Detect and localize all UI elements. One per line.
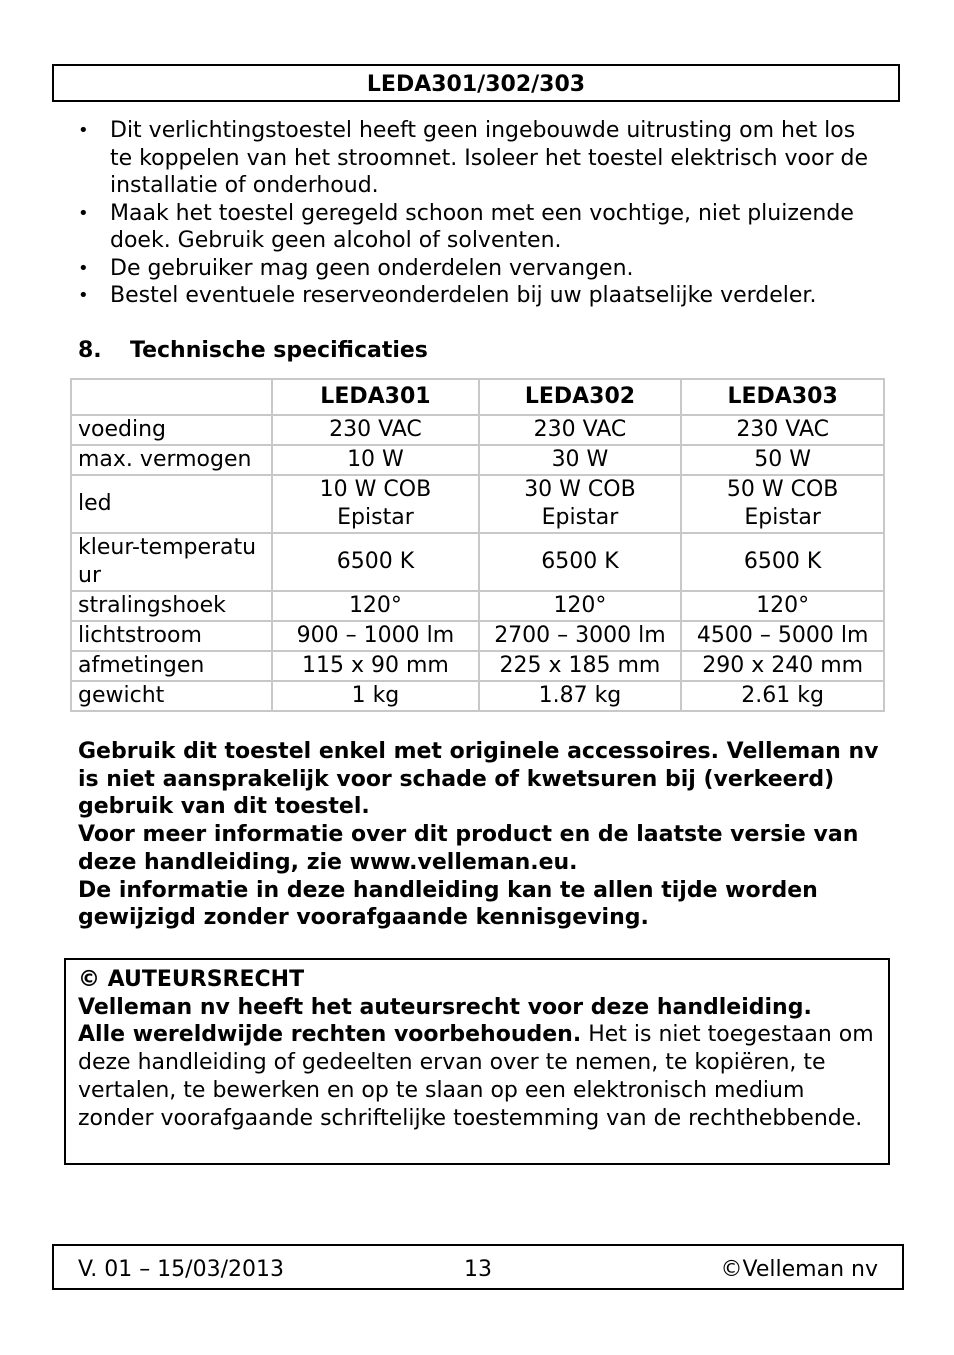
table-cell: 50 W COB Epistar — [681, 475, 884, 533]
table-header-cell: LEDA302 — [479, 379, 682, 415]
table-cell: 230 VAC — [681, 415, 884, 445]
table-row — [71, 681, 884, 711]
table-cell: 1 kg — [272, 681, 478, 711]
table-cell: 6500 K — [272, 533, 478, 591]
table-cell: 30 W — [479, 445, 682, 475]
bullet-icon: • — [78, 285, 89, 306]
bullet-icon: • — [78, 257, 89, 279]
list-item: • Bestel eventuele reserveonderdelen bij uw plaatselijke verdeler. — [78, 283, 817, 308]
table-cell: 900 – 1000 lm — [272, 621, 478, 651]
table-cell: 225 x 185 mm — [479, 651, 682, 681]
copyright-body: Alle wereldwijde rechten voorbehouden. Het is niet toegestaan om deze handleiding of gedeelten ervan over te nemen, te kopiëren, te vertalen, te bewerken en op te slaan op een elektronisch medium zonder voorafgaande schriftelijke toestemming van de rechthebbende. — [78, 1022, 874, 1131]
table-row — [71, 651, 884, 681]
table-cell: 230 VAC — [272, 415, 478, 445]
row-label: led — [71, 475, 272, 533]
table-cell: 115 x 90 mm — [272, 651, 478, 681]
table-cell: 6500 K — [681, 533, 884, 591]
table-cell: 10 W — [272, 445, 478, 475]
table-cell: 1.87 kg — [479, 681, 682, 711]
table-cell: 6500 K — [479, 533, 682, 591]
table-cell: 120° — [272, 591, 478, 621]
row-label: stralingshoek — [71, 591, 272, 621]
notice-paragraph: De informatie in deze handleiding kan te allen tijde worden gewijzigd zonder voorafgaande kennisgeving. — [78, 877, 818, 931]
page-footer — [52, 1244, 904, 1290]
copyright-statement: Velleman nv heeft het auteursrecht voor deze handleiding. — [78, 994, 812, 1020]
copyright-heading: © AUTEURSRECHT — [78, 967, 305, 992]
table-cell: 50 W — [681, 445, 884, 475]
copyright-box — [64, 958, 890, 1165]
table-cell: 120° — [479, 591, 682, 621]
table-header-cell — [71, 379, 272, 415]
table-row — [71, 533, 884, 591]
row-label: afmetingen — [71, 651, 272, 681]
list-item: • Dit verlichtingstoestel heeft geen ingebouwde uitrusting om het los te koppelen van het stroomnet. Isoleer het toestel elektrisch voor de installatie of onderhoud. — [78, 118, 869, 198]
table-row — [71, 591, 884, 621]
section-title: Technische specificaties — [130, 338, 428, 363]
table-cell: 230 VAC — [479, 415, 682, 445]
table-header-cell: LEDA301 — [272, 379, 478, 415]
bullet-list — [78, 117, 878, 310]
table-row — [71, 621, 884, 651]
notice-block — [78, 738, 888, 932]
list-item: • De gebruiker mag geen onderdelen vervangen. — [78, 255, 634, 281]
table-cell: 4500 – 5000 lm — [681, 621, 884, 651]
row-label: gewicht — [71, 681, 272, 711]
section-heading — [78, 337, 428, 365]
table-cell: 2700 – 3000 lm — [479, 621, 682, 651]
row-label: voeding — [71, 415, 272, 445]
row-label: kleur-temperatuur — [71, 533, 272, 591]
bullet-icon: • — [78, 120, 89, 141]
notice-paragraph: Voor meer informatie over dit product en de laatste versie van deze handleiding, zie www.velleman.eu. — [78, 822, 859, 875]
footer-company: ©Velleman nv — [720, 1257, 878, 1282]
header-title: LEDA301/302/303 — [366, 72, 586, 97]
table-cell: 290 x 240 mm — [681, 651, 884, 681]
table-cell: 30 W COB Epistar — [479, 475, 682, 533]
page-header — [52, 64, 900, 102]
table-cell: 2.61 kg — [681, 681, 884, 711]
bullet-icon: • — [78, 202, 89, 224]
notice-paragraph: Gebruik dit toestel enkel met originele accessoires. Velleman nv is niet aansprakelijk voor schade of kwetsuren bij (verkeerd) gebruik van dit toestel. — [78, 739, 879, 820]
row-label: lichtstroom — [71, 621, 272, 651]
specifications-table — [70, 378, 885, 712]
table-row — [71, 445, 884, 475]
table-header-row — [71, 379, 884, 415]
table-header-cell: LEDA303 — [681, 379, 884, 415]
table-cell: 120° — [681, 591, 884, 621]
footer-page-number: 13 — [464, 1257, 492, 1282]
row-label: max. vermogen — [71, 445, 272, 475]
list-item: • Maak het toestel geregeld schoon met een vochtige, niet pluizende doek. Gebruik geen alcohol of solventen. — [78, 200, 854, 253]
table-cell: 10 W COB Epistar — [272, 475, 478, 533]
table-row — [71, 475, 884, 533]
footer-version: V. 01 – 15/03/2013 — [78, 1257, 284, 1282]
table-row — [71, 415, 884, 445]
section-number: 8. — [78, 338, 102, 363]
